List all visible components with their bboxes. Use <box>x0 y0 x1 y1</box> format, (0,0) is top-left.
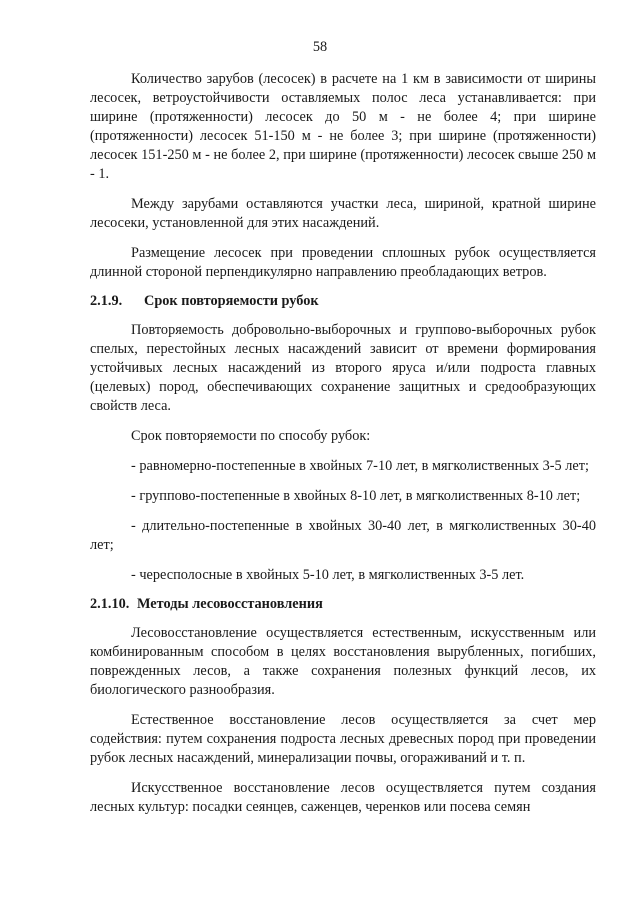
list-item-strip: - чересполосные в хвойных 5-10 лет, в мягколиственных 3-5 лет. <box>131 567 525 583</box>
paragraph-cutting-placement: Размещение лесосек при проведении сплошных рубок осуществляется длинной стороной перпендикулярно направлению преобладающих ветров. <box>90 245 596 280</box>
section-number: 2.1.9. <box>90 293 123 309</box>
section-heading-2-1-9 <box>90 292 596 311</box>
paragraph-repeatability: Повторяемость добровольно-выборочных и группово-выборочных рубок спелых, перестойных лесных насаждений зависит от времени формирования устойчивых лесных насаждений из второго яруса и/или подроста главных (целевых) пород, обеспечивающих сохранение защитных и средообразующих свойств леса. <box>90 322 596 414</box>
page-number: 58 <box>312 39 328 55</box>
list-item-long-gradual: - длительно-постепенные в хвойных 30-40 лет, в мягколиственных 30-40 лет; <box>90 518 596 553</box>
section-title: Методы лесовосстановления <box>137 596 323 612</box>
list-item-group-gradual: - группово-постепенные в хвойных 8-10 лет, в мягколиственных 8-10 лет; <box>131 488 581 504</box>
list-item-uniform-gradual: - равномерно-постепенные в хвойных 7-10 лет, в мягколиственных 3-5 лет; <box>131 458 589 474</box>
paragraph-between-cuttings: Между зарубами оставляются участки леса, шириной, кратной ширине лесосеки, установленной для этих насаждений. <box>90 196 596 231</box>
paragraph-repeat-term-intro: Срок повторяемости по способу рубок: <box>131 428 371 444</box>
paragraph-cutting-count: Количество зарубов (лесосек) в расчете на 1 км в зависимости от ширины лесосек, ветроустойчивости оставляемых полос леса устанавливается: при ширине (протяженности) лесосек до 50 м - не более 4; при ширине (протяженности) лесосек 51-150 м - не более 3; при ширине (протяженности) лесосек 151-250 м - не более 2, при ширине (протяженности) лесосек свыше 250 м - 1. <box>90 71 596 182</box>
paragraph-natural-reforestation: Естественное восстановление лесов осуществляется за счет мер содействия: путем сохранения подроста лесных древесных пород при проведении рубок лесных насаждений, минерализации почвы, огораживаний и т. п. <box>90 712 596 766</box>
page-content <box>90 70 596 817</box>
section-title: Срок повторяемости рубок <box>144 293 319 309</box>
paragraph-artificial-reforestation: Искусственное восстановление лесов осуществляется путем создания лесных культур: посадки сеянцев, саженцев, черенков или посева семян <box>90 780 596 815</box>
paragraph-reforestation: Лесовосстановление осуществляется естественным, искусственным или комбинированным способом в целях восстановления вырубленных, погибших, поврежденных лесов, а также сохранения полезных функций лесов, их биологического разнообразия. <box>90 625 596 698</box>
section-number: 2.1.10. <box>90 596 130 612</box>
section-heading-2-1-10 <box>90 595 596 614</box>
